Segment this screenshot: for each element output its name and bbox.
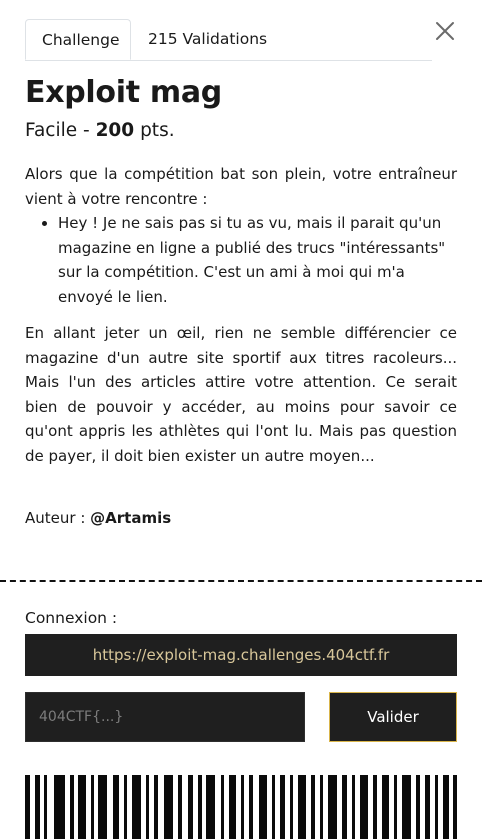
- connection-label: Connexion :: [25, 609, 118, 627]
- points-value: 200: [95, 120, 135, 141]
- submit-button[interactable]: Valider: [329, 692, 457, 742]
- difficulty-separator: -: [77, 120, 96, 141]
- difficulty-points: [25, 120, 175, 141]
- tab-bar: [25, 19, 432, 61]
- barcode-image: [25, 775, 457, 839]
- author-name: @Artamis: [90, 509, 172, 527]
- tab-validations[interactable]: 215 Validations: [148, 30, 268, 48]
- close-icon[interactable]: [433, 19, 457, 43]
- dashed-divider: [0, 580, 482, 582]
- quote-item: • Hey ! Je ne sais pas si tu as vu, mais il parait qu'un magazine en ligne a publié des trucs "intéressants" sur la compétition. C'est un ami à moi qui m'a envoyé le lien.: [58, 211, 457, 309]
- author-line: [25, 509, 171, 527]
- challenge-description: [25, 162, 457, 468]
- challenge-title: Exploit mag: [25, 75, 222, 110]
- flag-input[interactable]: [25, 692, 305, 742]
- connection-url-link[interactable]: https://exploit-mag.challenges.404ctf.fr: [25, 634, 457, 676]
- author-label: Auteur :: [25, 509, 91, 527]
- story-paragraph: En allant jeter un œil, rien ne semble différencier ce magazine d'un autre site sportif aux titres racoleurs... Mais l'un des articles attire votre attention. Ce serait bien de pouvoir y accéder, au moins pour savoir ce qu'ont appris les athlètes qui l'ont lu. Mais pas question de payer, il doit bien exister un autre moyen...: [25, 324, 457, 465]
- quote-list: [25, 211, 457, 309]
- points-unit: pts.: [134, 120, 175, 141]
- intro-text: Alors que la compétition bat son plein, votre entraîneur vient à votre rencontre :: [25, 165, 457, 208]
- tab-challenge[interactable]: Challenge: [25, 19, 131, 60]
- difficulty-label: Facile: [25, 120, 78, 141]
